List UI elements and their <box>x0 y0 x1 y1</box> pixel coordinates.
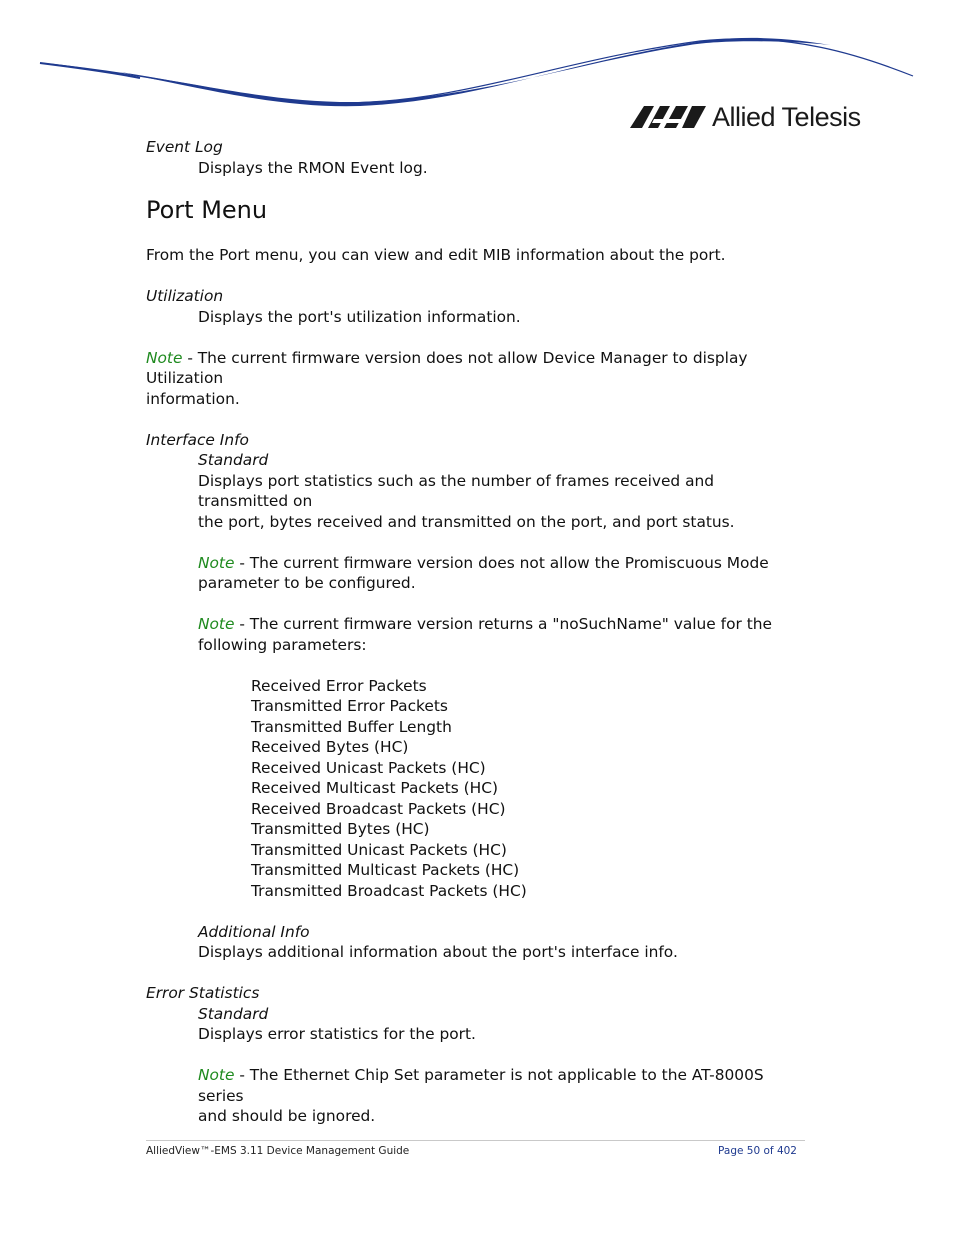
interface-standard-desc: Displays port statistics such as the number of frames received and transmitted on <box>198 471 715 510</box>
list-item: Received Multicast Packets (HC) <box>251 779 498 797</box>
note-label: Note <box>198 615 235 633</box>
event-log-heading: Event Log <box>146 138 223 156</box>
additional-info-desc: Displays additional information about the port's interface info. <box>198 943 678 961</box>
list-item: Received Error Packets <box>251 676 427 695</box>
note-text: - The Ethernet Chip Set parameter is not applicable to the AT-8000S series <box>198 1066 764 1105</box>
event-log-desc: Displays the RMON Event log. <box>198 158 428 177</box>
note-text-cont: and should be ignored. <box>198 1107 376 1125</box>
error-standard-heading: Standard <box>198 1004 269 1023</box>
utilization-note <box>146 348 796 389</box>
allied-telesis-logo <box>630 103 861 131</box>
footer-divider <box>146 1140 805 1141</box>
header-swoosh <box>0 0 954 112</box>
footer-doc-title: AlliedView™-EMS 3.11 Device Management Guide <box>146 1145 410 1157</box>
error-standard-desc: Displays error statistics for the port. <box>198 1025 476 1043</box>
list-item: Received Bytes (HC) <box>251 738 409 756</box>
parameter-list <box>146 676 796 902</box>
allied-telesis-mark-icon <box>630 105 706 129</box>
footer-page-number: Page 50 of 402 <box>718 1145 797 1157</box>
document-body <box>146 137 796 1127</box>
page-title: Port Menu <box>146 196 268 224</box>
note-label: Note <box>198 553 235 572</box>
list-item: Transmitted Bytes (HC) <box>251 820 430 838</box>
logo-text: Allied Telesis <box>712 102 861 132</box>
interface-info-heading: Interface Info <box>146 430 249 449</box>
note-text-cont: following parameters: <box>198 635 367 654</box>
list-item: Transmitted Unicast Packets (HC) <box>251 840 507 859</box>
note-text: - The current firmware version returns a "noSuchName" value for the <box>234 615 772 633</box>
list-item: Transmitted Buffer Length <box>251 717 452 736</box>
interface-standard-desc-cont: the port, bytes received and transmitted on the port, and port status. <box>198 512 735 531</box>
utilization-desc: Displays the port's utilization information. <box>198 307 521 326</box>
note-label: Note <box>198 1066 235 1084</box>
note-label: Note <box>146 348 183 367</box>
interface-note-1 <box>146 553 796 574</box>
utilization-heading: Utilization <box>146 287 224 305</box>
interface-note-2 <box>146 614 796 635</box>
list-item: Received Broadcast Packets (HC) <box>251 799 506 818</box>
note-text-cont: information. <box>146 389 240 408</box>
error-statistics-heading: Error Statistics <box>146 984 260 1002</box>
error-note <box>146 1065 796 1106</box>
note-text: - The current firmware version does not allow the Promiscuous Mode <box>234 553 769 572</box>
list-item: Transmitted Multicast Packets (HC) <box>251 861 520 879</box>
port-menu-intro: From the Port menu, you can view and edit MIB information about the port. <box>146 246 726 264</box>
list-item: Transmitted Broadcast Packets (HC) <box>251 881 527 900</box>
list-item: Transmitted Error Packets <box>251 697 448 715</box>
note-text: - The current firmware version does not allow Device Manager to display Utilization <box>146 348 748 387</box>
additional-info-heading: Additional Info <box>198 922 310 941</box>
interface-standard-heading: Standard <box>198 451 269 469</box>
note-text-cont: parameter to be configured. <box>198 574 416 592</box>
list-item: Received Unicast Packets (HC) <box>251 758 486 777</box>
